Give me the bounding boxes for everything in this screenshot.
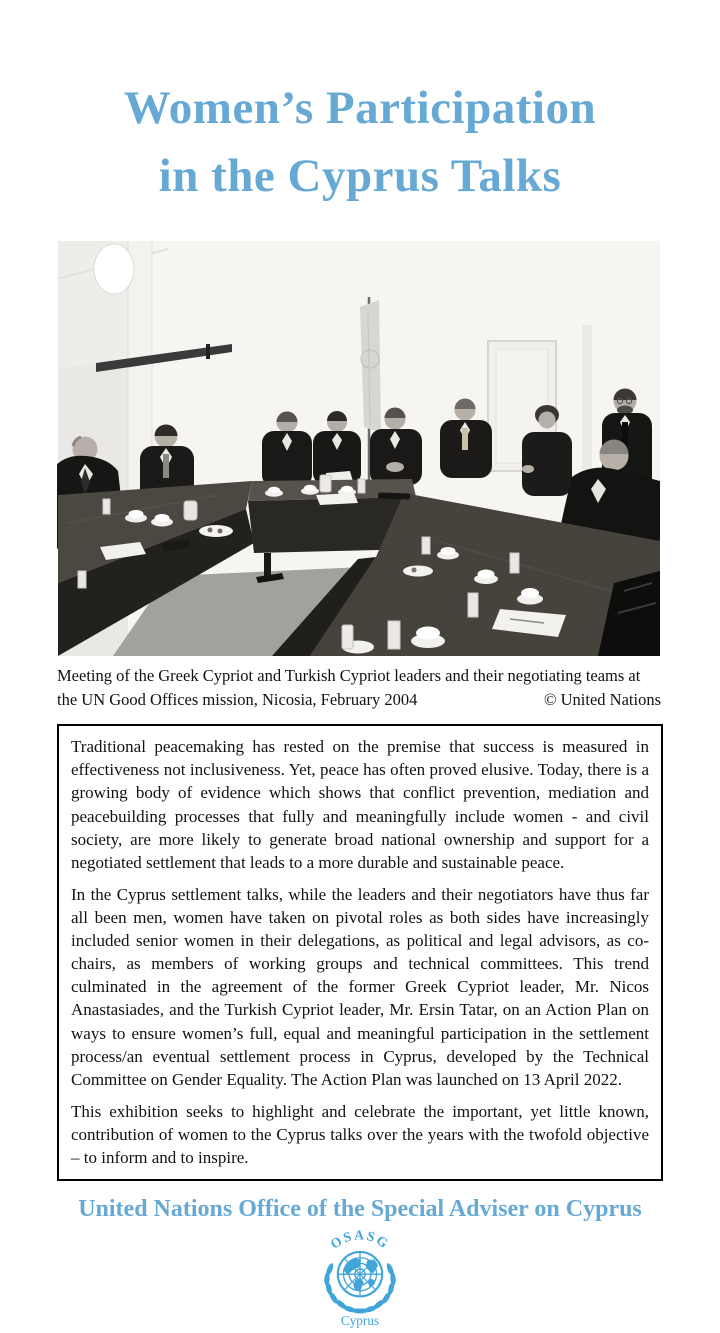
footer-org-title: United Nations Office of the Special Adviser on Cyprus [78, 1196, 642, 1223]
intro-paragraph-2: In the Cyprus settlement talks, while the leaders and their negotiators have thus far all been men, women have taken on pivotal roles as both sides have increasingly included senior women in their delegations, as political and legal advisors, as co-chairs, as members of working groups and technical committees. This trend culminated in the agreement of the former Greek Cypriot leader, Mr. Nicos Anastasiades, and the Turkish Cypriot leader, Mr. Ersin Tatar, on an Action Plan on ways to ensure women’s full, equal and meaningful participation in the settlement process/an eventual settlement process in Cyprus, developed by the Technical Committee on Gender Equality. The Action Plan was launched on 13 April 2022. [71, 884, 649, 1089]
meeting-photo [57, 241, 661, 656]
title-line-1: Women’s Participation [123, 82, 597, 135]
intro-paragraph-3: This exhibition seeks to highlight and celebrate the important, yet little known, contribution of women to the Cyprus talks over the years with the twofold objective – to inform and to inspire. [71, 1101, 649, 1168]
title-line-2: in the Cyprus Talks [158, 149, 562, 202]
poster-page [57, 0, 663, 1333]
intro-text-box [57, 724, 663, 1181]
photo-credit: © United Nations [543, 689, 661, 709]
logo-arc-text: OSASG [327, 1227, 393, 1253]
meeting-photo-illustration [57, 241, 661, 656]
logo-cyprus-label: Cyprus [340, 1313, 380, 1329]
intro-paragraph-1: Traditional peacemaking has rested on the premise that success is measured in effectiveness not inclusiveness. Yet, peace has often proved elusive. Today, there is a growing body of evidence which shows that conflict prevention, mediation and peacebuilding processes that fully and meaningfully include women - and civil society, are more likely to generate broad national ownership and support for a negotiated settlement that leads to a more durable and sustainable peace. [71, 737, 649, 872]
un-emblem-icon [308, 1226, 412, 1328]
photo-caption-text: Meeting of the Greek Cypriot and Turkish Cypriot leaders and their negotiating teams at the UN Good Offices mission, Nicosia, February 2004 [57, 666, 641, 709]
svg-text:OSASG [328, 1228, 393, 1252]
photo-caption [57, 664, 663, 711]
page-title [57, 75, 663, 209]
